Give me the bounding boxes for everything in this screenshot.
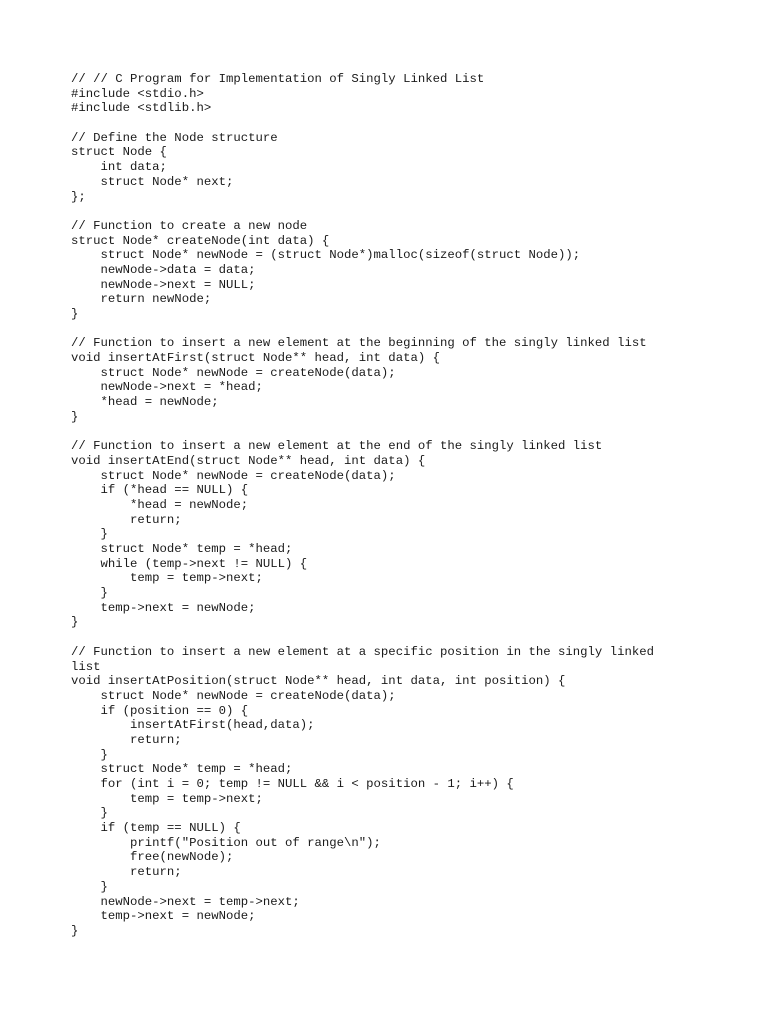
code-line: void insertAtFirst(struct Node** head, int data) { bbox=[71, 351, 440, 366]
code-line: *head = newNode; bbox=[71, 395, 219, 410]
code-line: if (*head == NULL) { bbox=[71, 483, 249, 498]
code-line: #include <stdio.h> bbox=[71, 86, 204, 101]
code-line: // Function to insert a new element at the end of the singly linked list bbox=[71, 439, 603, 454]
code-line: printf("Position out of range\n"); bbox=[71, 835, 381, 850]
code-listing bbox=[71, 72, 751, 939]
code-line: temp = temp->next; bbox=[71, 571, 263, 586]
code-line: temp->next = newNode; bbox=[71, 600, 256, 615]
code-line: if (temp == NULL) { bbox=[71, 821, 241, 836]
code-line: // Function to insert a new element at the beginning of the singly linked list bbox=[71, 336, 647, 351]
code-line: struct Node* createNode(int data) { bbox=[71, 233, 330, 248]
code-line: int data; bbox=[71, 160, 167, 175]
code-line: // Function to insert a new element at a specific position in the singly linked bbox=[71, 644, 654, 659]
code-line: } bbox=[71, 586, 108, 601]
code-line: struct Node* temp = *head; bbox=[71, 762, 293, 777]
code-line: return; bbox=[71, 512, 182, 527]
code-line: *head = newNode; bbox=[71, 497, 249, 512]
code-line: struct Node { bbox=[71, 145, 167, 160]
code-line: struct Node* temp = *head; bbox=[71, 542, 293, 556]
code-line: while (temp->next != NULL) { bbox=[71, 556, 308, 571]
code-line: struct Node* newNode = createNode(data); bbox=[71, 468, 396, 483]
code-line: } bbox=[71, 923, 79, 938]
code-line: return newNode; bbox=[71, 292, 212, 307]
code-line bbox=[71, 204, 751, 219]
code-line: void insertAtEnd(struct Node** head, int data) { bbox=[71, 453, 426, 468]
code-line: newNode->data = data; bbox=[71, 262, 256, 277]
code-line: free(newNode); bbox=[71, 850, 234, 865]
code-line bbox=[71, 425, 751, 440]
code-line: struct Node* newNode = createNode(data); bbox=[71, 365, 396, 380]
code-line: } bbox=[71, 409, 79, 424]
code-line: } bbox=[71, 615, 79, 630]
code-line: newNode->next = NULL; bbox=[71, 277, 256, 292]
code-line: void insertAtPosition(struct Node** head, int data, int position) { bbox=[71, 674, 566, 689]
code-line: newNode->next = *head; bbox=[71, 380, 263, 395]
code-line: struct Node* newNode = createNode(data); bbox=[71, 688, 396, 703]
code-line: temp->next = newNode; bbox=[71, 909, 256, 924]
code-line bbox=[71, 116, 751, 131]
code-line: newNode->next = temp->next; bbox=[71, 894, 300, 909]
code-line: // // C Program for Implementation of Singly Linked List bbox=[71, 72, 485, 86]
code-line: if (position == 0) { bbox=[71, 703, 249, 718]
code-line: } bbox=[71, 747, 108, 762]
code-line: for (int i = 0; temp != NULL && i < position - 1; i++) { bbox=[71, 777, 514, 791]
code-line: return; bbox=[71, 865, 182, 880]
code-line: // Function to create a new node bbox=[71, 218, 308, 233]
code-line: }; bbox=[71, 189, 86, 204]
code-line: } bbox=[71, 879, 108, 894]
code-line: } bbox=[71, 806, 108, 821]
code-line: struct Node* next; bbox=[71, 174, 234, 189]
code-line: temp = temp->next; bbox=[71, 791, 263, 806]
code-line bbox=[71, 630, 751, 645]
code-line bbox=[71, 322, 751, 337]
code-line: insertAtFirst(head,data); bbox=[71, 718, 315, 733]
code-line: } bbox=[71, 307, 79, 321]
code-line: // Define the Node structure bbox=[71, 130, 278, 145]
code-line: #include <stdlib.h> bbox=[71, 101, 212, 116]
code-line: } bbox=[71, 527, 108, 542]
code-line: list bbox=[71, 659, 101, 674]
code-line: return; bbox=[71, 732, 182, 747]
code-line: struct Node* newNode = (struct Node*)malloc(sizeof(struct Node)); bbox=[71, 248, 581, 263]
